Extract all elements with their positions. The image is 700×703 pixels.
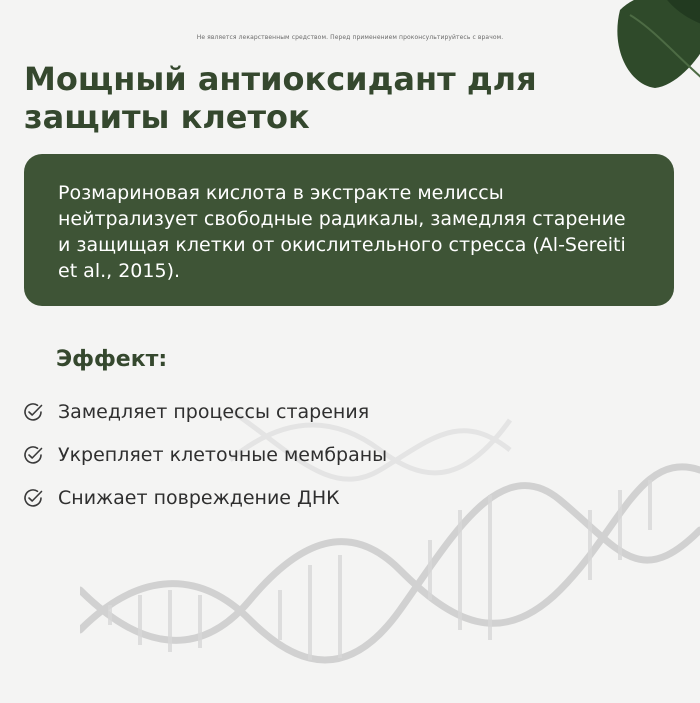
disclaimer-text: Не является лекарственным средством. Перед применением проконсультируйтесь с врачом.	[196, 34, 504, 41]
list-item	[22, 433, 387, 476]
list-item	[22, 390, 387, 433]
benefit-label: Снижает повреждение ДНК	[58, 486, 340, 509]
benefit-label: Укрепляет клеточные мембраны	[58, 443, 388, 466]
page-title: Мощный антиоксидант для защиты клеток	[24, 60, 537, 136]
benefits-list	[22, 390, 387, 519]
benefit-label: Замедляет процессы старения	[58, 400, 370, 423]
list-item	[22, 476, 387, 519]
info-card	[24, 154, 674, 306]
info-card-text: Розмариновая кислота в экстракте мелиссы нейтрализует свободные радикалы, замедляя старение и защищая клетки от окислительного стресса (Al-Sereiti et al., 2015).	[58, 182, 626, 282]
check-circle-icon	[22, 401, 44, 423]
check-circle-icon	[22, 487, 44, 509]
check-circle-icon	[22, 444, 44, 466]
effect-heading: Эффект:	[56, 347, 168, 372]
